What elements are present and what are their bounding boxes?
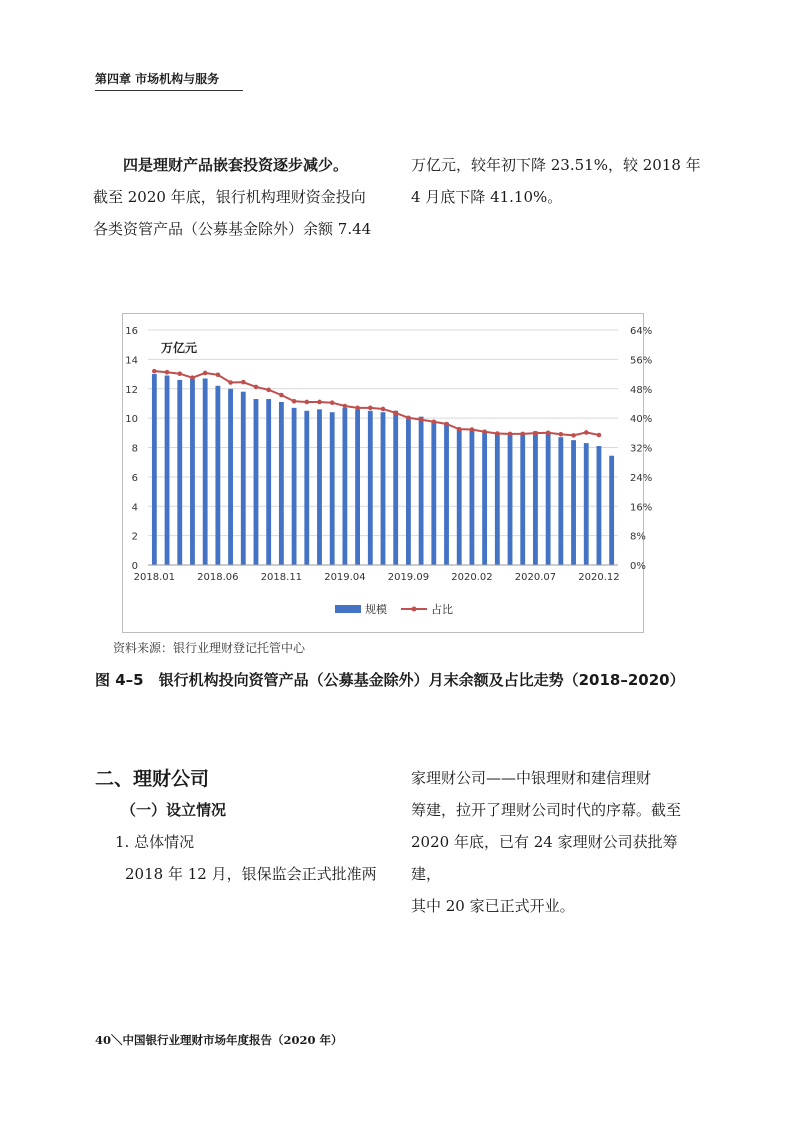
bar-scale: [584, 443, 589, 565]
bar-scale: [495, 433, 500, 565]
bar-scale: [368, 411, 373, 565]
bar-scale: [203, 378, 208, 565]
section-right-column: [411, 762, 701, 922]
y-axis-right-tick-label: 8%: [630, 531, 646, 543]
point-share: [330, 400, 335, 405]
point-share: [203, 371, 208, 376]
point-share: [419, 417, 424, 422]
intro-left-column: [93, 149, 380, 245]
bar-scale: [330, 412, 335, 565]
x-axis-tick-label: 2018.01: [133, 572, 176, 583]
bar-scale: [393, 411, 398, 565]
point-share: [457, 427, 462, 432]
bar-scale: [215, 386, 220, 565]
point-share: [177, 371, 182, 376]
point-share: [165, 370, 170, 375]
y-axis-right-tick-label: 24%: [630, 472, 653, 484]
bar-scale: [406, 417, 411, 565]
line-share: [154, 371, 599, 435]
point-share: [292, 399, 297, 404]
bar-scale: [355, 409, 360, 565]
bar-scale: [444, 423, 449, 565]
y-axis-left-tick-label: 2: [131, 531, 138, 543]
point-share: [520, 432, 525, 437]
chapter-header: 第四章 市场机构与服务: [95, 72, 220, 86]
section-right-line: 家理财公司——中银理财和建信理财: [411, 769, 652, 787]
section-subtitle: （一）设立情况: [121, 801, 227, 819]
point-share: [381, 407, 386, 412]
intro-right-line: 万亿元，较年初下降 23.51%，较 2018 年: [411, 156, 701, 174]
bar-scale: [254, 399, 259, 565]
point-share: [393, 411, 398, 416]
x-axis-tick-label: 2018.11: [260, 572, 303, 583]
unit-label: 万亿元: [161, 341, 198, 355]
y-axis-left-tick-label: 4: [131, 502, 138, 514]
y-axis-left-tick-label: 16: [125, 326, 138, 337]
intro-left-line: 各类资管产品（公募基金除外）余额 7.44: [93, 220, 372, 238]
point-share: [508, 432, 513, 437]
y-axis-left-tick-label: 10: [125, 414, 138, 426]
section-title: 二、理财公司: [95, 768, 210, 790]
figure-source: 资料来源：银行业理财登记托管中心: [113, 641, 306, 655]
header-underline: [95, 90, 243, 91]
x-axis-tick-label: 2018.06: [197, 572, 239, 583]
y-axis-right-tick-label: 0%: [630, 561, 646, 572]
bar-scale: [482, 431, 487, 565]
point-share: [597, 433, 602, 438]
section-right-line: 筹建，拉开了理财公司时代的序幕。截至: [411, 801, 682, 819]
y-axis-left-tick-label: 12: [125, 384, 138, 396]
point-share: [355, 406, 360, 411]
bar-scale: [228, 389, 233, 565]
y-axis-left-tick-label: 14: [125, 355, 138, 367]
point-share: [254, 385, 259, 390]
point-share: [343, 404, 348, 409]
y-axis-right-tick-label: 32%: [630, 443, 653, 455]
intro-bold-lead: 四是理财产品嵌套投资逐步减少。: [123, 156, 349, 174]
x-axis-tick-label: 2019.04: [324, 572, 366, 583]
bar-scale: [241, 392, 246, 565]
y-axis-right-tick-label: 16%: [630, 502, 653, 514]
y-axis-left-tick-label: 6: [131, 472, 138, 484]
x-axis-tick-label: 2019.09: [387, 572, 430, 583]
point-share: [533, 431, 538, 436]
bar-scale: [597, 446, 602, 565]
bar-scale: [470, 430, 475, 565]
bar-scale: [609, 456, 614, 565]
intro-left-line: 截至 2020 年底，银行机构理财资金投向: [93, 188, 366, 206]
y-axis-left-tick-label: 0: [131, 561, 138, 572]
point-share: [584, 430, 589, 435]
point-share: [482, 429, 487, 434]
bar-scale: [381, 412, 386, 565]
point-share: [406, 415, 411, 420]
y-axis-right-tick-label: 56%: [630, 355, 653, 367]
legend-label-share: 占比: [431, 603, 453, 616]
point-share: [432, 419, 437, 424]
section-left-line: 2018 年 12 月，银保监会正式批准两: [125, 865, 377, 883]
point-share: [317, 400, 322, 405]
bar-scale: [457, 428, 462, 565]
bar-scale: [520, 433, 525, 565]
section-left-column: [93, 794, 380, 890]
intro-right-column: [411, 149, 701, 213]
bar-scale: [419, 417, 424, 565]
page-footer: 40＼中国银行业理财市场年度报告（2020 年）: [95, 1033, 343, 1047]
point-share: [444, 422, 449, 427]
bar-scale: [152, 374, 157, 565]
legend-label-scale: 规模: [365, 603, 387, 616]
point-share: [190, 375, 195, 380]
point-share: [546, 431, 551, 436]
point-share: [216, 372, 221, 377]
point-share: [279, 393, 284, 398]
combo-chart: [123, 314, 653, 632]
point-share: [495, 431, 500, 436]
y-axis-right-tick-label: 64%: [630, 326, 653, 337]
bar-scale: [558, 437, 563, 565]
bar-scale: [190, 378, 195, 565]
x-axis-tick-label: 2020.12: [578, 572, 620, 583]
point-share: [228, 380, 233, 385]
bar-scale: [266, 399, 271, 565]
x-axis-tick-label: 2020.02: [451, 572, 493, 583]
bar-scale: [533, 431, 538, 565]
point-share: [241, 380, 246, 385]
y-axis-right-tick-label: 40%: [630, 414, 653, 426]
bar-scale: [177, 380, 182, 565]
chart-frame: [122, 313, 653, 633]
figure-caption: 图 4–5 银行机构投向资管产品（公募基金除外）月末余额及占比走势（2018–2020）: [95, 671, 685, 689]
bar-scale: [165, 376, 170, 565]
bar-scale: [546, 433, 551, 565]
point-share: [559, 432, 564, 437]
bar-scale: [431, 421, 436, 565]
y-axis-right-tick-label: 48%: [630, 384, 653, 396]
section-item: 1. 总体情况: [115, 833, 195, 851]
point-share: [266, 388, 271, 393]
bar-scale: [317, 409, 322, 565]
x-axis-tick-label: 2020.07: [514, 572, 557, 583]
point-share: [152, 369, 157, 374]
point-share: [368, 406, 373, 411]
point-share: [571, 433, 576, 438]
legend-marker-share: [412, 607, 417, 612]
section-right-line: 2020 年底，已有 24 家理财公司获批筹建，: [411, 833, 678, 883]
bar-scale: [304, 411, 309, 565]
point-share: [470, 427, 475, 432]
bar-scale: [571, 440, 576, 565]
bar-scale: [279, 402, 284, 565]
intro-right-line: 4 月底下降 41.10%。: [411, 188, 563, 206]
section-right-line: 其中 20 家已正式开业。: [411, 897, 575, 915]
bar-scale: [342, 408, 347, 565]
point-share: [304, 400, 309, 405]
legend-swatch-scale: [335, 605, 361, 613]
bar-scale: [508, 434, 513, 565]
bar-scale: [292, 408, 297, 565]
y-axis-left-tick-label: 8: [131, 443, 138, 455]
